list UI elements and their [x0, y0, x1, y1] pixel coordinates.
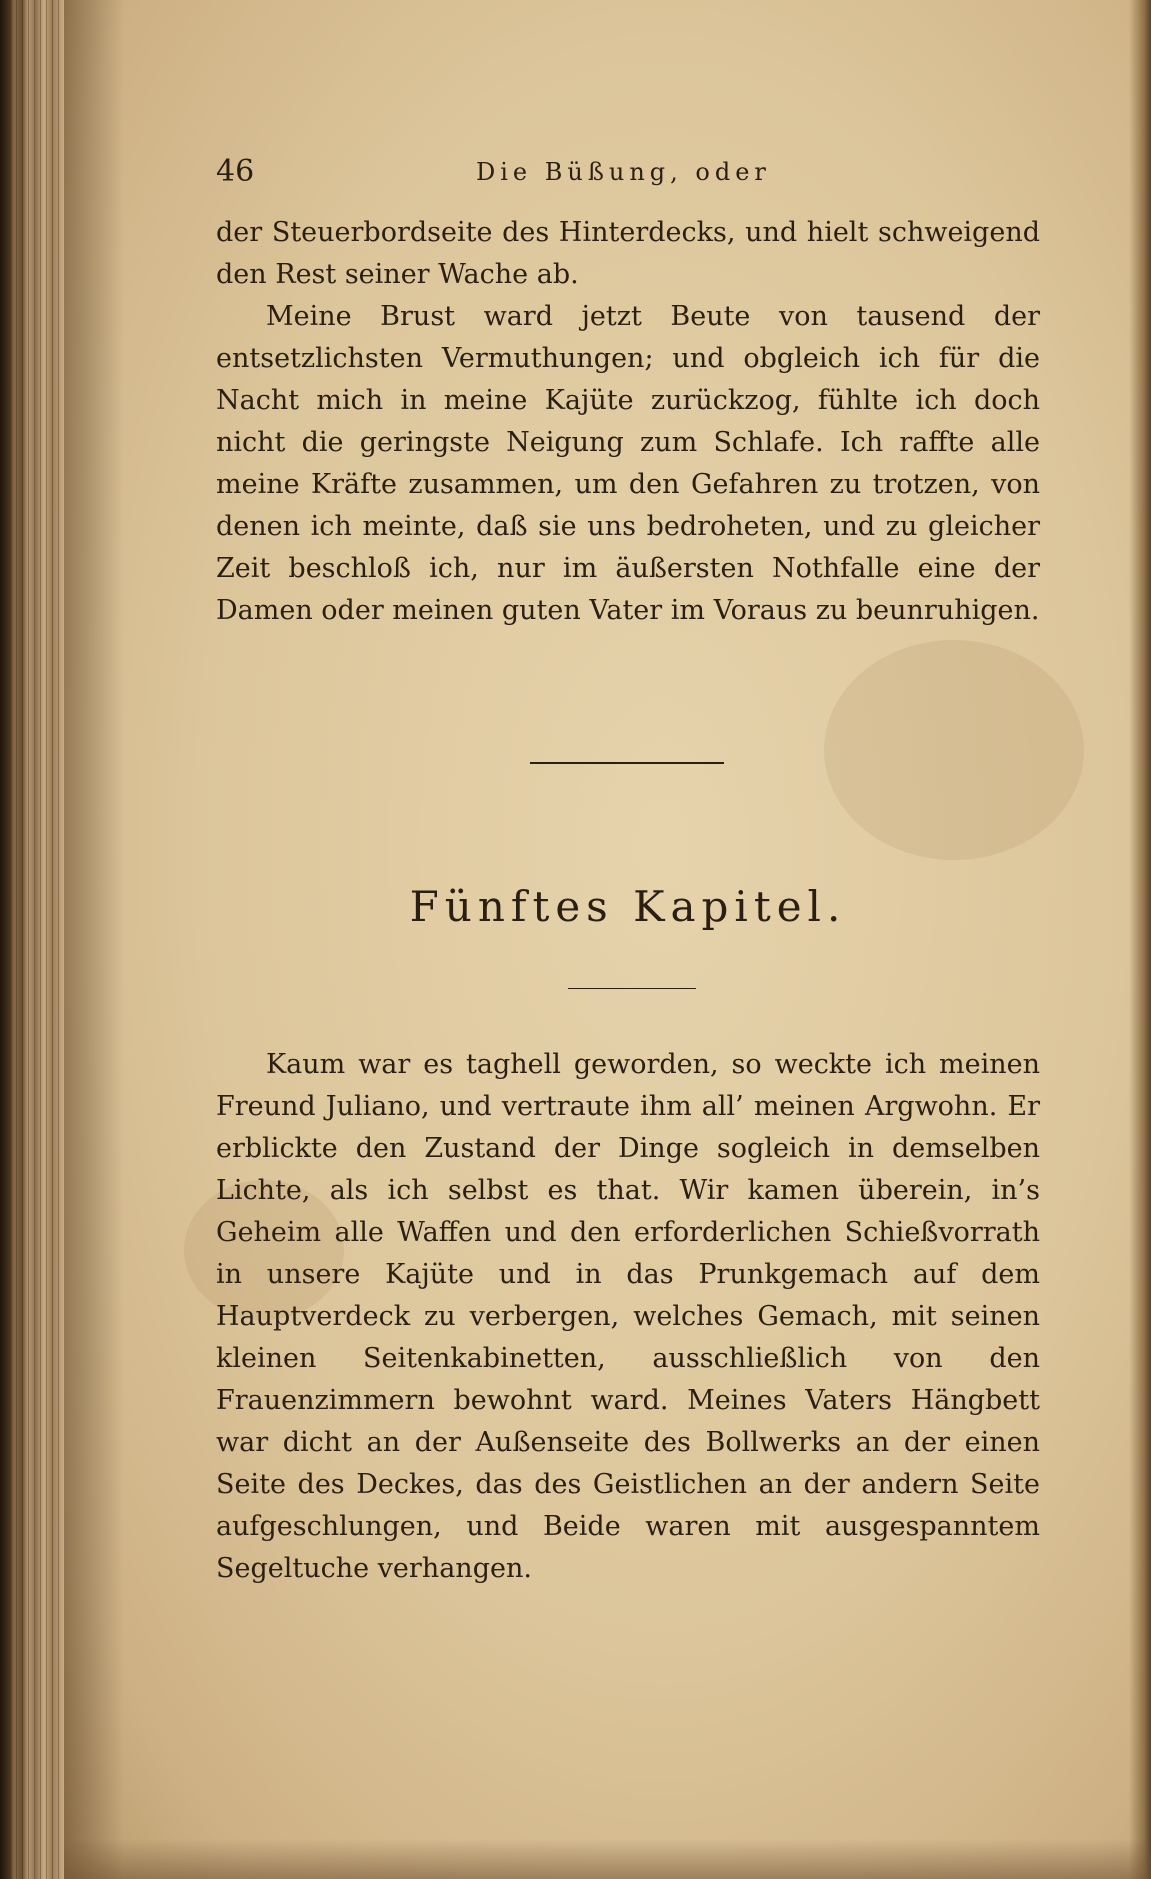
page-stack-edge: [0, 0, 64, 1879]
page-bottom-edge: [64, 1839, 1151, 1879]
page-header: [216, 150, 1040, 194]
section-divider-rule: [530, 762, 724, 764]
page-right-edge: [1129, 0, 1151, 1879]
body-paragraph: Meine Brust ward jetzt Beute von tausend der entsetzlichsten Vermuthungen; und obgleich ich für die Nacht mich in meine Kajüte zurückzog, fühlte ich doch nicht die geringste Neigung zum Schlafe. Ich raffte alle meine Kräfte zusammen, um den Gefahren zu trotzen, von denen ich meinte, daß sie uns bedroheten, und zu gleicher Zeit beschloß ich, nur im äußersten Nothfalle eine der Damen oder meinen guten Vater im Voraus zu beunruhigen.: [216, 301, 1040, 626]
top-text-block: [216, 212, 1040, 632]
chapter-title-rule: [568, 988, 696, 989]
page-stack-lines: [10, 0, 64, 1879]
running-head: Die Büßung, oder: [476, 158, 771, 186]
chapter-body-paragraph: Kaum war es taghell geworden, so weckte ich meinen Freund Juliano, und vertraute ihm all’ meinen Argwohn. Er erblickte den Zustand der Dinge sogleich in demselben Lichte, als ich selbst es that. Wir kamen überein, in’s Geheim alle Waffen und den erforderlichen Schießvorrath in unsere Kajüte und in das Prunkgemach auf dem Hauptverdeck zu verbergen, welches Gemach, mit seinen kleinen Seitenkabinetten, ausschließlich von den Frauenzimmern bewohnt ward. Meines Vaters Hängbett war dicht an der Außenseite des Bollwerks an der einen Seite des Deckes, das des Geistlichen an der andern Seite aufgeschlungen, und Beide waren mit ausgespanntem Segeltuche verhangen.: [216, 1049, 1040, 1584]
chapter-title: Fünftes Kapitel.: [409, 882, 847, 931]
gutter-shadow: [64, 0, 124, 1879]
foxing-stain: [824, 640, 1084, 860]
bottom-text-block: [216, 1044, 1040, 1590]
page-number: 46: [216, 154, 255, 189]
continuation-paragraph: der Steuerbordseite des Hinterdecks, und hielt schweigend den Rest seiner Wache ab.: [216, 217, 1040, 290]
